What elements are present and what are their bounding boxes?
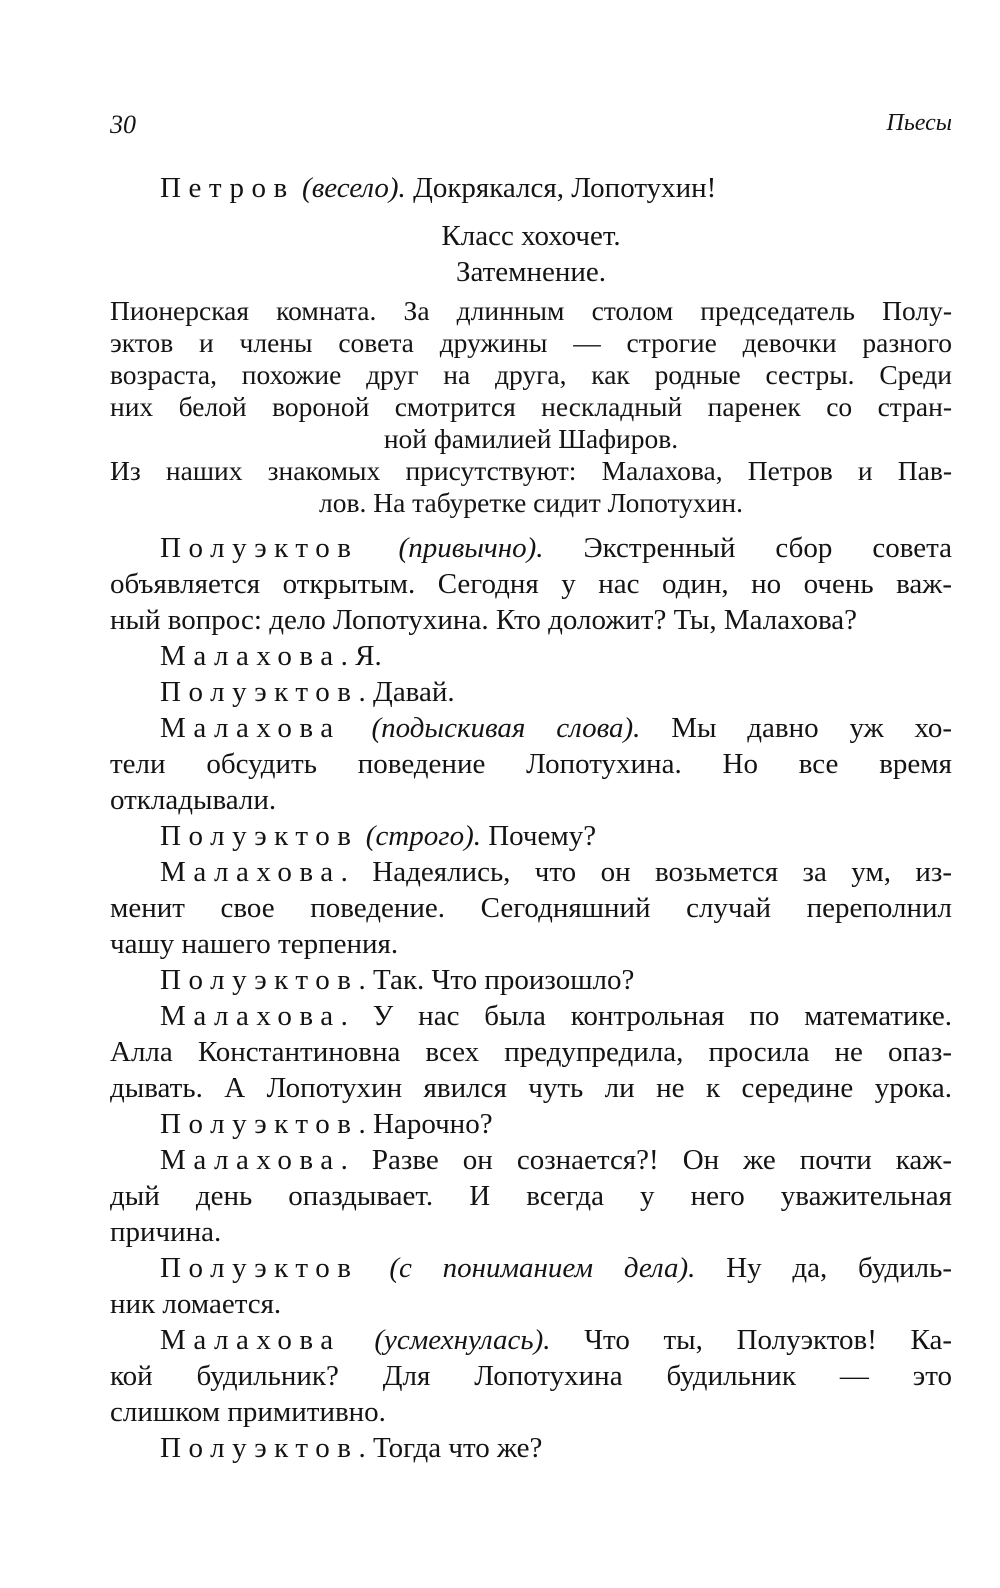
- stage-direction: (с пониманием дела).: [389, 1252, 696, 1284]
- speech-text: . Давай.: [358, 676, 455, 708]
- stage-direction: (строго).: [365, 820, 481, 852]
- speaker-name: Полуэктов: [160, 1432, 359, 1464]
- speech-text: ный вопрос: дело Лопотухина. Кто доложит? Ты, Малахова?: [110, 604, 858, 636]
- speech-text: слишком примитивно.: [110, 1396, 386, 1428]
- speech-text: . Я.: [340, 640, 382, 672]
- speaker-name: Малахова: [160, 712, 341, 744]
- dialogue-entry: [110, 1250, 952, 1322]
- speaker-name: Полуэктов: [160, 1108, 359, 1140]
- speech-text: . Разве он сознается?! Он же почти каж-: [340, 1144, 952, 1176]
- speaker-name: Малахова: [160, 1144, 341, 1176]
- dialogue-entry: [110, 638, 952, 674]
- speech-text: . Тогда что же?: [358, 1432, 543, 1464]
- speech-text: Мы давно уж хо-: [640, 712, 952, 744]
- stage-note: Затемнение.: [455, 256, 607, 288]
- dialogue-entry: [110, 962, 952, 998]
- description-line: ной фамилией Шафиров.: [383, 423, 679, 454]
- stage-direction: (привычно).: [398, 532, 544, 564]
- speech-text: Докрякался, Лопотухин!: [405, 172, 717, 204]
- dialogue-entry: [110, 818, 952, 854]
- speaker-name: Полуэктов: [160, 532, 359, 564]
- dialogue-entry: [110, 674, 952, 710]
- page-header: [110, 110, 952, 150]
- speech-text: Алла Константиновна всех предупредила, просила не опаз-: [110, 1036, 952, 1068]
- dialogue-entry: [110, 1322, 952, 1430]
- speech-text: Почему?: [480, 820, 597, 852]
- description-line: Пионерская комната. За длинным столом председатель Полу-: [110, 295, 952, 326]
- speaker-name: Полуэктов: [160, 1252, 359, 1284]
- speech-text: кой будильник? Для Лопотухина будильник — это: [110, 1360, 952, 1392]
- dialogue-entry: [110, 1142, 952, 1250]
- speech-text: Экстренный сбор совета: [543, 532, 952, 564]
- speech-text: причина.: [110, 1216, 222, 1248]
- description-line: Из наших знакомых присутствуют: Малахова, Петров и Пав-: [110, 455, 952, 486]
- speech-text: откладывали.: [110, 784, 277, 816]
- speech-text: менит свое поведение. Сегодняшний случай переполнил: [110, 892, 952, 924]
- speech-text: дый день опаздывает. И всегда у него уважительная: [110, 1180, 952, 1212]
- page-number: 30: [110, 110, 136, 139]
- stage-direction: (весело).: [302, 172, 406, 204]
- speech-text: чашу нашего терпения.: [110, 928, 399, 960]
- dialogue-entry: [110, 530, 952, 638]
- stage-notes: [110, 218, 952, 290]
- speech-text: Что ты, Полуэктов! Ка-: [550, 1324, 952, 1356]
- speech-text: . У нас была контрольная по математике.: [340, 1000, 952, 1032]
- speaker-name: Полуэктов: [160, 964, 359, 996]
- dialogue: [110, 530, 952, 1466]
- stage-direction: (усмехнулась).: [374, 1324, 551, 1356]
- speech-text: . Надеялись, что он возьмется за ум, из-: [340, 856, 952, 888]
- description-line: лов. На табуретке сидит Лопотухин.: [319, 487, 743, 518]
- description-line: возраста, похожие друг на друга, как родные сестры. Среди: [110, 359, 952, 390]
- speaker-name: Полуэктов: [160, 820, 359, 852]
- running-title: Пьесы: [886, 110, 952, 136]
- speaker-name: Малахова: [160, 856, 341, 888]
- speech-text: объявляется открытым. Сегодня у нас один, но очень важ-: [110, 568, 952, 600]
- stage-note: Класс хохочет.: [441, 220, 621, 252]
- opening-line: [110, 170, 952, 206]
- dialogue-entry: [110, 710, 952, 818]
- scene-description: [110, 295, 952, 519]
- speech-text: ник ломается.: [110, 1288, 282, 1320]
- speaker-name: Малахова: [160, 1324, 341, 1356]
- speech-text: тели обсудить поведение Лопотухина. Но все время: [110, 748, 952, 780]
- speaker-name: Малахова: [160, 1000, 341, 1032]
- description-line: них белой вороной смотрится нескладный паренек со стран-: [110, 391, 952, 422]
- stage-direction: (подыскивая слова).: [371, 712, 641, 744]
- speech-text: дывать. А Лопотухин явился чуть ли не к середине урока.: [110, 1072, 952, 1104]
- speaker-name: Петров: [160, 172, 295, 204]
- speaker-name: Полуэктов: [160, 676, 359, 708]
- dialogue-entry: [110, 854, 952, 962]
- speech-text: . Нарочно?: [358, 1108, 493, 1140]
- dialogue-entry: [110, 1106, 952, 1142]
- speech-text: Ну да, будиль-: [695, 1252, 952, 1284]
- dialogue-entry: [110, 1430, 952, 1466]
- speaker-name: Малахова: [160, 640, 341, 672]
- description-line: эктов и члены совета дружины — строгие девочки разного: [110, 327, 952, 358]
- speech-text: . Так. Что произошло?: [358, 964, 635, 996]
- dialogue-entry: [110, 998, 952, 1106]
